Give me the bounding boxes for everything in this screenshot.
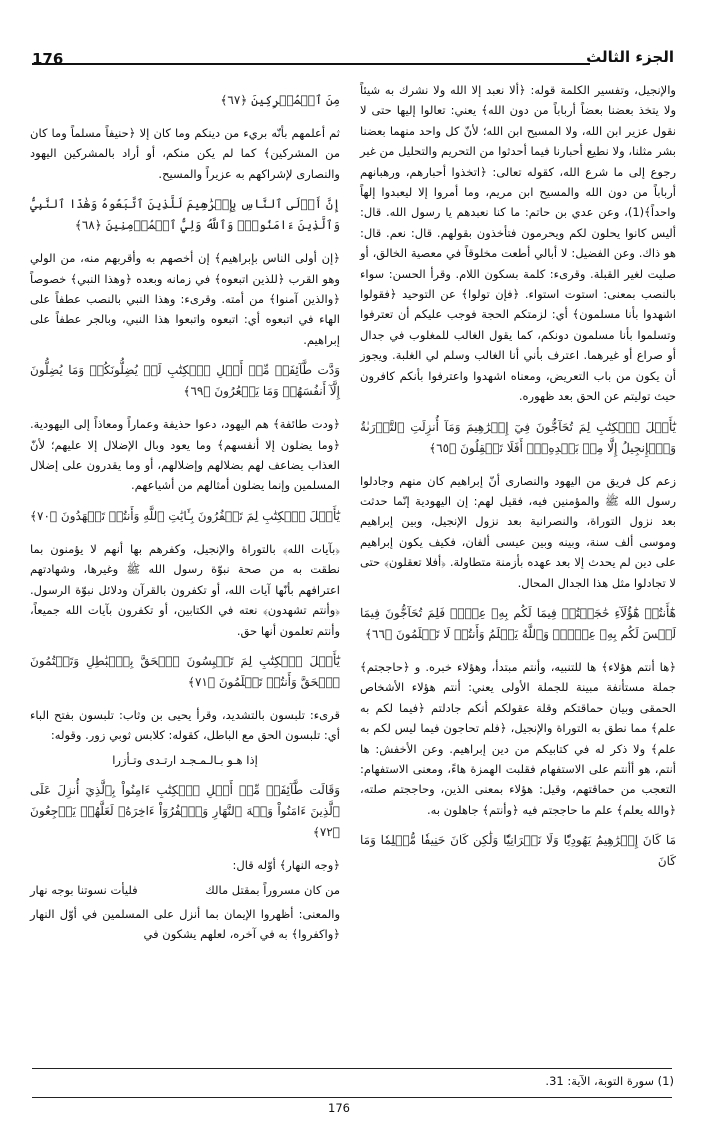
- footnote: (1) سورة التوبة، الآية: 31.: [545, 1074, 674, 1088]
- left-column: [30, 80, 340, 949]
- right-column: [360, 80, 676, 884]
- paragraph: ﴿بآيات الله﴾ بالتوراة والإنجيل، وكفرهم بها أنهم لا يؤمنون بما نطقت به من صحة نبوّة رسول الله ﷺ وغيرها، وشهادتهم اعترافهم بأنّها آيات الله، أو تكفرون بالقرآن ودلائل نبوّة الرسول. ﴿وأنتم تشهدون﴾ نعته في الكتابين، أو تكفرون بآيات الله جميعاً، وأنتم تعلمون أنها حق.: [30, 541, 340, 638]
- footer-rule: [32, 1097, 672, 1098]
- quran-verse: هَٰٓأَنتُمۡ هَٰٓؤُلَآءِ حَٰجَجۡتُمۡ فِيمَا لَكُم بِهِۦ عِلۡمٞ فَلِمَ تُحَآجُّونَ فِيمَا لَيۡسَ لَكُم بِهِۦ عِلۡمٞۚ وَٱللَّهُ يَعۡلَمُ وَأَنتُمۡ لَا تَعۡلَمُونَ ﴿٦٦﴾: [360, 605, 676, 641]
- footer-page-number: 176: [328, 1101, 350, 1115]
- poem-hemistich: فليأت نسوتنا بوجه نهار: [30, 882, 138, 897]
- quran-verse: إِنَّ أَوۡلَى ٱلنَّاسِ بِإِبۡرَٰهِيمَ لَلَّذِينَ ٱتَّبَعُوهُ وَهَٰذَا ٱلنَّبِيُّ وَٱلَّذِينَ ءَامَنُواْۗ وَٱللَّهُ وَلِيُّ ٱلۡمُؤۡمِنِينَ ﴿٦٨﴾: [30, 197, 340, 233]
- quran-verse: يَٰٓأَهۡلَ ٱلۡكِتَٰبِ لِمَ تُحَآجُّونَ فِيٓ إِبۡرَٰهِيمَ وَمَآ أُنزِلَتِ ٱلتَّوۡرَىٰةُ وَٱلۡإِنجِيلُ إِلَّا مِنۢ بَعۡدِهِۦٓۚ أَفَلَا تَعۡقِلُونَ ﴿٦٥﴾: [360, 419, 676, 455]
- poem-verse: [30, 880, 340, 900]
- paragraph: والمعنى: أظهروا الإيمان بما أنزل على المسلمين في أوّل النهار ﴿واكفروا﴾ به في آخره، لعلهم يشكون في: [30, 906, 340, 942]
- paragraph: زعم كل فريق من اليهود والنصارى أنّ إبراهيم كان منهم وجادلوا رسول الله ﷺ والمؤمنين فيه، فقيل لهم: إن اليهودية إنّما حدثت بعد نزول التوراة، والنصرانية بعد نزول الإنجيل، وبين إبراهيم وموسى ألف سنة، وبينه وبين عيسى ألفان، فكيف يكون إبراهيم على دين لم يحدث إلا بعد عهده بأزمنة متطاولة. ﴿أفلا تعقلون﴾ حتى لا تجادلوا مثل هذا الجدال المحال.: [360, 473, 676, 590]
- paragraph: والإنجيل، وتفسير الكلمة قوله: ﴿ألا نعبد إلا الله ولا نشرك به شيئاً ولا يتخذ بعضنا بعضاً أرباباً من دون الله﴾ يعني: تعالوا إليها حتى لا نقول عزير ابن الله، ولا المسيح ابن الله؛ لأنّ كل واحد منهما بعضنا بشر مثلنا، ولا نطيع أحبارنا فيما أحدثوا من التحريم والتحليل من غير رجوع إلى ما شرع الله، كقوله تعالى: ﴿اتخذوا أحبارهم، ورهبانهم أرباباً من دون الله والمسيح ابن مريم، وما أمروا إلا ليعبدوا إلهاً واحداً﴾(1)، وعن عدي بن حاتم: ما كنا نعبدهم يا رسول الله. قال: أليس كانوا يحلون لكم ويحرمون فتأخذون بقولهم. قال: نعم. قال: هو ذاك. وعن الفضيل: لا أبالي أطعت مخلوقاً في معصية الخالق، أو صليت لغير القبلة. وقرىء: كلمة بسكون اللام. وقرأ الحسن: سواء بالنصب بمعنى: استوت استواء. ﴿فإن تولوا﴾ عن التوحيد ﴿فقولوا اشهدوا بأنا مسلمون﴾ أي: لزمتكم الحجة فوجب عليكم أن تعترفوا وتسلموا بأنا مسلمون دونكم، كما يقول الغالب للمغلوب في جدال أو صراع أو غيرهما. اعترف بأني أنا الغالب وسلم لي الغلبة. ويجوز أن يكون من باب التعريض، ومعناه اشهدوا واعترفوا بأنكم كافرون حيث توليتم عن الحق بعد ظهوره.: [360, 83, 676, 404]
- quran-verse: يَٰٓأَهۡلَ ٱلۡكِتَٰبِ لِمَ تَكۡفُرُونَ بِـَٔايَٰتِ ٱللَّهِ وَأَنتُمۡ تَشۡهَدُونَ ﴿٧٠﴾: [29, 508, 340, 523]
- quran-verse: يَٰٓأَهۡلَ ٱلۡكِتَٰبِ لِمَ تَلۡبِسُونَ ٱلۡحَقَّ بِٱلۡبَٰطِلِ وَتَكۡتُمُونَ ٱلۡحَقَّ وَأَنتُمۡ تَعۡلَمُونَ ﴿٧١﴾: [30, 653, 340, 689]
- paragraph: قرىء: تلبسون بالتشديد، وقرأ يحيى بن وثاب: تلبسون بفتح الباء أي: تلبسون الحق مع الباطل، كقوله: كلابس ثوبي زور. وقوله:: [30, 707, 340, 743]
- header-rule: [32, 63, 590, 65]
- paragraph: ﴿إن أولى الناس بإبراهيم﴾ إن أخصهم به وأقربهم منه، من الولي وهو القرب ﴿للذين اتبعوه﴾ في زمانه وبعده ﴿وهذا النبي﴾ خصوصاً ﴿والذين آمنوا﴾ من أمته. وقرىء: وهذا النبي بالنصب عطفاً على الهاء في اتبعوه أي: اتبعوه واتبعوا هذا النبي، وبالجر عطفاً على إبراهيم.: [30, 251, 340, 347]
- header-part-title: الجزء الثالث: [586, 48, 674, 66]
- poem-hemistich: من كان مسروراً بمقتل مالك: [205, 882, 340, 897]
- quran-verse: مِنَ ٱلۡمُشۡرِكِينَ ﴿٦٧﴾: [220, 93, 340, 107]
- paragraph: ﴿ودت طائفة﴾ هم اليهود، دعوا حذيفة وعماراً ومعاذاً إلى اليهودية. ﴿وما يضلون إلا أنفسهم﴾ وما يعود وبال الإضلال إلا عليهم؛ لأنّ العذاب يضاعف لهم بضلالهم وإضلالهم، أو وما يقدرون على إضلال المسلمين وإنما يضلون أمثالهم من أشياعهم.: [30, 417, 340, 493]
- poem-line: إذا هـو بـالـمـجـد ارتـدى وتـأزرا: [112, 752, 258, 767]
- paragraph: ﴿ها أنتم هؤلاء﴾ ها للتنبيه، وأنتم مبتدأ، وهؤلاء خبره. و ﴿حاججتم﴾ جملة مستأنفة مبينة للجملة الأولى يعني: أنتم هؤلاء الأشخاص الحمقى وبيان حماقتكم وقلة عقولكم أنكم جادلتم ﴿فيما لكم به علم﴾ مما نطق به التوراة والإنجيل، ﴿فلم تحاجون فيما ليس لكم به علم﴾ ولا ذكر له في كتابيكم من دين إبراهيم. وعن الأخفش: ها أنتم، هو أأنتم على الاستفهام فقلبت الهمزة هاءً، ومعنى الاستفهام: التعجب من حماقتهم، وقيل: هؤلاء بمعنى الذين، وحاججتم صلته، ﴿والله يعلم﴾ علم ما حاججتم فيه ﴿وأنتم﴾ جاهلون به.: [360, 659, 676, 817]
- quran-verse: وَدَّت طَّآئِفَةٞ مِّنۡ أَهۡلِ ٱلۡكِتَٰبِ لَوۡ يُضِلُّونَكُمۡ وَمَا يُضِلُّونَ إِلَّآ أَنفُسَهُمۡ وَمَا يَشۡعُرُونَ ﴿٦٩﴾: [30, 363, 340, 399]
- quran-verse: مَا كَانَ إِبۡرَٰهِيمُ يَهُودِيّٗا وَلَا نَصۡرَانِيّٗا وَلَٰكِن كَانَ حَنِيفٗا مُّسۡلِمٗا وَمَا كَانَ: [360, 833, 676, 869]
- header-page-number: 176: [32, 50, 64, 68]
- paragraph: ﴿وجه النهار﴾ أوّله قال:: [232, 858, 340, 873]
- quran-verse: وَقَالَت طَّآئِفَةٞ مِّنۡ أَهۡلِ ٱلۡكِتَٰبِ ءَامِنُواْ بِٱلَّذِيٓ أُنزِلَ عَلَى ٱلَّذِينَ ءَامَنُواْ وَجۡهَ ٱلنَّهَارِ وَٱكۡفُرُوٓاْ ءَاخِرَهُۥ لَعَلَّهُمۡ يَرۡجِعُونَ ﴿٧٢﴾: [30, 783, 340, 840]
- paragraph: ثم أعلمهم بأنّه بريء من دينكم وما كان إلا ﴿حنيفاً مسلماً وما كان من المشركين﴾ كما لم يكن منكم، أو أراد بالمشركين اليهود والنصارى لإشراكهم به عزيراً والمسيح.: [30, 126, 340, 181]
- footnote-rule: [32, 1068, 672, 1069]
